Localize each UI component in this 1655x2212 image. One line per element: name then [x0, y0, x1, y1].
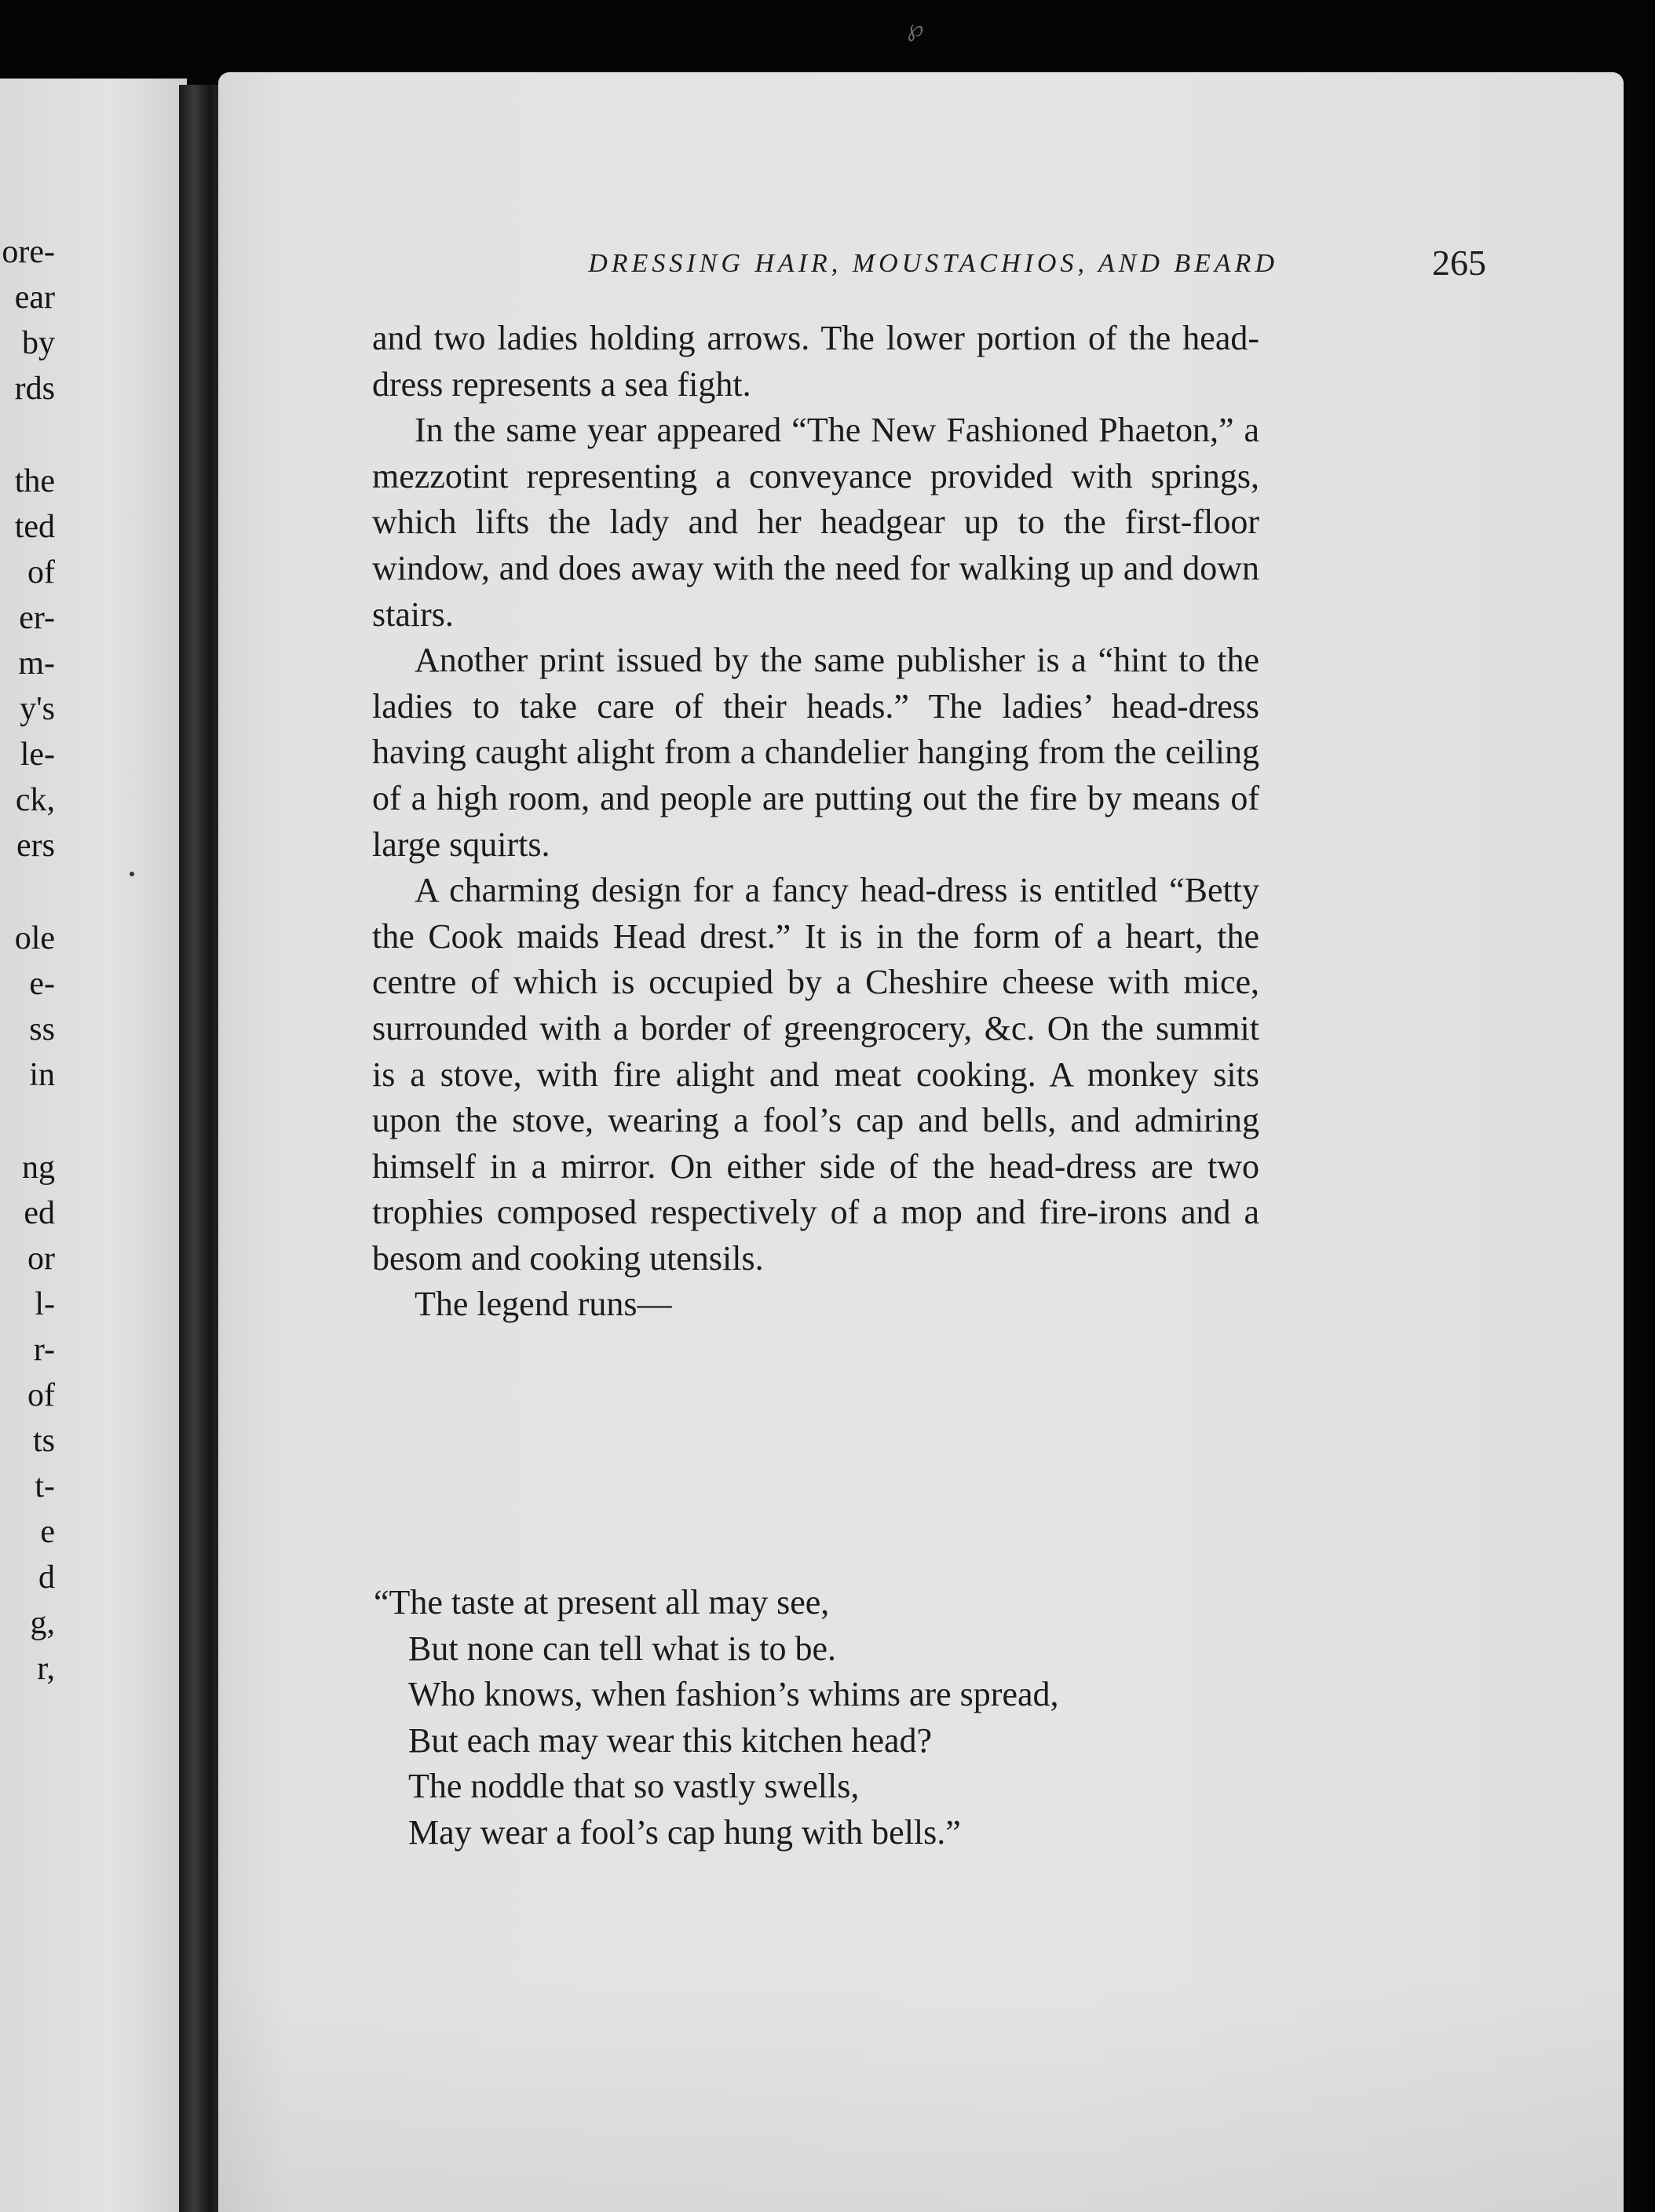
left-page-edge: [0, 79, 187, 2212]
left-page-speck: [130, 872, 134, 876]
left-page-text-fragment: d: [38, 1559, 55, 1596]
left-page-text-fragment: ss: [29, 1011, 55, 1048]
left-page-text-fragment: e: [40, 1514, 55, 1550]
book-binding-gutter: [179, 85, 223, 2212]
left-page-text-fragment: ed: [24, 1195, 55, 1231]
left-page-text-fragment: e-: [29, 966, 55, 1002]
running-head: DRESSING HAIR, MOUSTACHIOS, AND BEARD: [588, 249, 1278, 278]
page-number: 265: [1432, 243, 1486, 283]
paragraph: A charming design for a fancy head-dress is entitled “Betty the Cook maids Head drest.” It is in the form of a heart, the centre of which is occupied by a Cheshire cheese with mice, surrounded with a border of greengrocery, &c. On the summit is a stove, with fire alight and meat cooking. A monkey sits upon the stove, wearing a fool’s cap and bells, and admiring himself in a mirror. On either side of the head-dress are two trophies composed respectively of a mop and fire-irons and a besom and cooking utensils.: [372, 871, 1259, 1278]
legend-intro: The legend runs—: [415, 1285, 672, 1324]
verse-block: [374, 1580, 1284, 1856]
left-page-text-fragment: ck,: [15, 782, 55, 818]
left-page-text-fragment: rds: [14, 371, 55, 407]
verse-line: But each may wear this kitchen head?: [408, 1720, 933, 1760]
left-page-text-fragment: of: [27, 1377, 55, 1413]
left-page-text-fragment: le-: [20, 737, 55, 773]
verse-line: But none can tell what is to be.: [408, 1629, 836, 1668]
left-page-text-fragment: of: [27, 554, 55, 590]
left-page-text-fragment: l-: [35, 1286, 55, 1322]
left-page-text-fragment: ers: [16, 828, 55, 864]
verse-line: May wear a fool’s cap hung with bells.”: [408, 1812, 961, 1852]
left-page-text-fragment: r-: [33, 1332, 55, 1368]
verse-line: The noddle that so vastly swells,: [408, 1767, 860, 1806]
left-page-text-fragment: ted: [14, 509, 55, 545]
verse-line: Who knows, when fashion’s whims are spread,: [408, 1675, 1059, 1714]
left-page-text-fragment: ear: [14, 280, 55, 316]
left-page-text-fragment: r,: [37, 1651, 55, 1687]
paragraph: and two ladies holding arrows. The lower portion of the head-dress represents a sea fight.: [372, 319, 1259, 404]
left-page-text-fragment: ts: [32, 1423, 55, 1459]
left-page-text-fragment: g,: [30, 1605, 55, 1641]
paragraph: Another print issued by the same publisher is a “hint to the ladies to take care of their heads.” The ladies’ head-dress having caught alight from a chandelier hanging from the ceiling of a high room, and people are putting out the fire by means of large squirts.: [372, 641, 1259, 864]
page-shadow: [218, 1976, 1624, 2212]
left-page-text-fragment: m-: [18, 645, 55, 682]
left-page-text-fragment: er-: [19, 600, 55, 636]
left-page-text-fragment: ng: [22, 1150, 55, 1186]
paragraph: In the same year appeared “The New Fashioned Phaeton,” a mezzotint representing a conveyance provided with springs, which lifts the lady and her headgear up to the first-floor window, and does away with the need for walking up and down stairs.: [372, 411, 1259, 634]
book-page: [218, 72, 1624, 2212]
left-page-text-fragment: ore-: [2, 234, 55, 270]
left-page-text-fragment: the: [14, 463, 55, 499]
left-page-text-fragment: in: [29, 1057, 55, 1093]
verse-line: “The taste at present all may see,: [374, 1583, 830, 1622]
left-page-text-fragment: y's: [20, 691, 55, 727]
film-frame-mark: ℘: [907, 16, 924, 42]
left-page-text-fragment: or: [27, 1241, 55, 1277]
left-page-text-fragment: ole: [14, 920, 55, 956]
body-text: [372, 316, 1259, 1328]
left-page-text-fragment: t-: [35, 1468, 55, 1505]
left-page-text-fragment: by: [22, 325, 55, 361]
